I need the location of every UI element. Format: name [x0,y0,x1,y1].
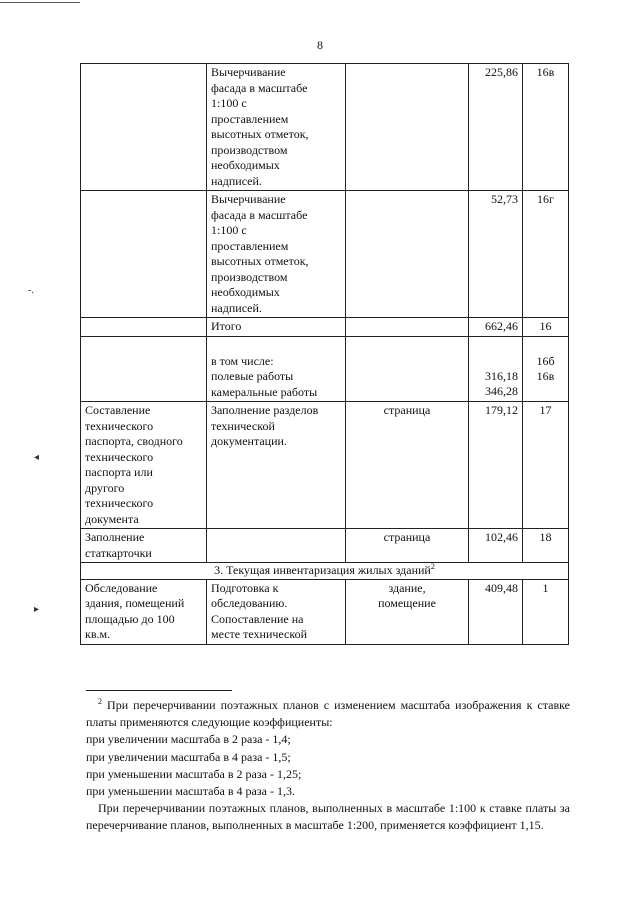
table-row [81,191,569,318]
margin-mark: -. [28,285,34,296]
cell-description: Вычерчивание фасада в масштабе 1:100 с проставлением высотных отметок, производством необходимых надписей. [207,191,346,318]
footnote-marker: 2 [98,697,102,706]
table-row [81,402,569,529]
table-row [81,318,569,337]
footnote-separator [86,690,232,691]
cell-description: в том числе: полевые работы камеральные работы [207,336,346,402]
cell-price: 52,73 [469,191,523,318]
page-number: 8 [317,38,323,52]
cell-price: 316,18 346,28 [469,336,523,402]
cell-description: Вычерчивание фасада в масштабе 1:100 с проставлением высотных отметок, производством необходимых надписей. [207,64,346,191]
cell-code: 16в [523,64,569,191]
margin-mark: ▸ [34,604,40,615]
footnote-intro: $^2$ При перечерчивании поэтажных планов с изменением масштаба изображения к ставке платы применяются следующие коэффициенты: [86,697,571,730]
cell-description: Подготовка к обследованию. Сопоставление на месте технической [207,579,346,644]
cell-price: 662,46 [469,318,523,337]
cell-code: 1 [523,579,569,644]
cell-code: 17 [523,402,569,529]
cell-code: 16б 16в [523,336,569,402]
cell-code: 16г [523,191,569,318]
cell-work-type: Обследование здания, помещений площадью до 100 кв.м. [81,579,207,644]
cell-work-type: Заполнение статкарточки [81,529,207,563]
table-row [81,336,569,402]
footnote-item: при увеличении масштаба в 4 раза - 1,5; [86,749,291,764]
footnote-item: при уменьшении масштаба в 2 раза - 1,25; [86,766,302,781]
table-row [81,529,569,563]
cell-price: 102,46 [469,529,523,563]
cell-price: 179,12 [469,402,523,529]
cell-unit [346,318,469,337]
cell-work-type [81,191,207,318]
margin-mark: ◂ [34,452,40,463]
tariff-table [80,63,569,645]
table-row [81,579,569,644]
cell-unit [346,64,469,191]
cell-unit: страница [346,402,469,529]
cell-work-type [81,318,207,337]
cell-work-type: Составление технического паспорта, сводного технического паспорта или другого технического документа [81,402,207,529]
cell-price: 225,86 [469,64,523,191]
cell-unit: страница [346,529,469,563]
cell-price: 409,48 [469,579,523,644]
cell-work-type [81,64,207,191]
cell-code: 18 [523,529,569,563]
section-header: 3. Текущая инвентаризация жилых зданий$^2$ [81,563,569,580]
footnote-item: при увеличении масштаба в 2 раза - 1,4; [86,732,291,747]
cell-work-type [81,336,207,402]
footnote [86,697,570,835]
cell-unit [346,336,469,402]
cell-unit: здание, помещение [346,579,469,644]
footnote-outro: При перечерчивании поэтажных планов, выполненных в масштабе 1:100 к ставке платы за перечерчивание планов, выполненных в масштабе 1:200, применяется коэффициент 1,15. [86,801,570,833]
footnote-item: при уменьшении масштаба в 4 раза - 1,3. [86,784,295,799]
table-row [81,64,569,191]
top-rule [0,2,80,3]
cell-unit [346,191,469,318]
cell-description: Итого [207,318,346,337]
section-header-row [81,563,569,580]
cell-description [207,529,346,563]
cell-code: 16 [523,318,569,337]
cell-description: Заполнение разделов технической документации. [207,402,346,529]
